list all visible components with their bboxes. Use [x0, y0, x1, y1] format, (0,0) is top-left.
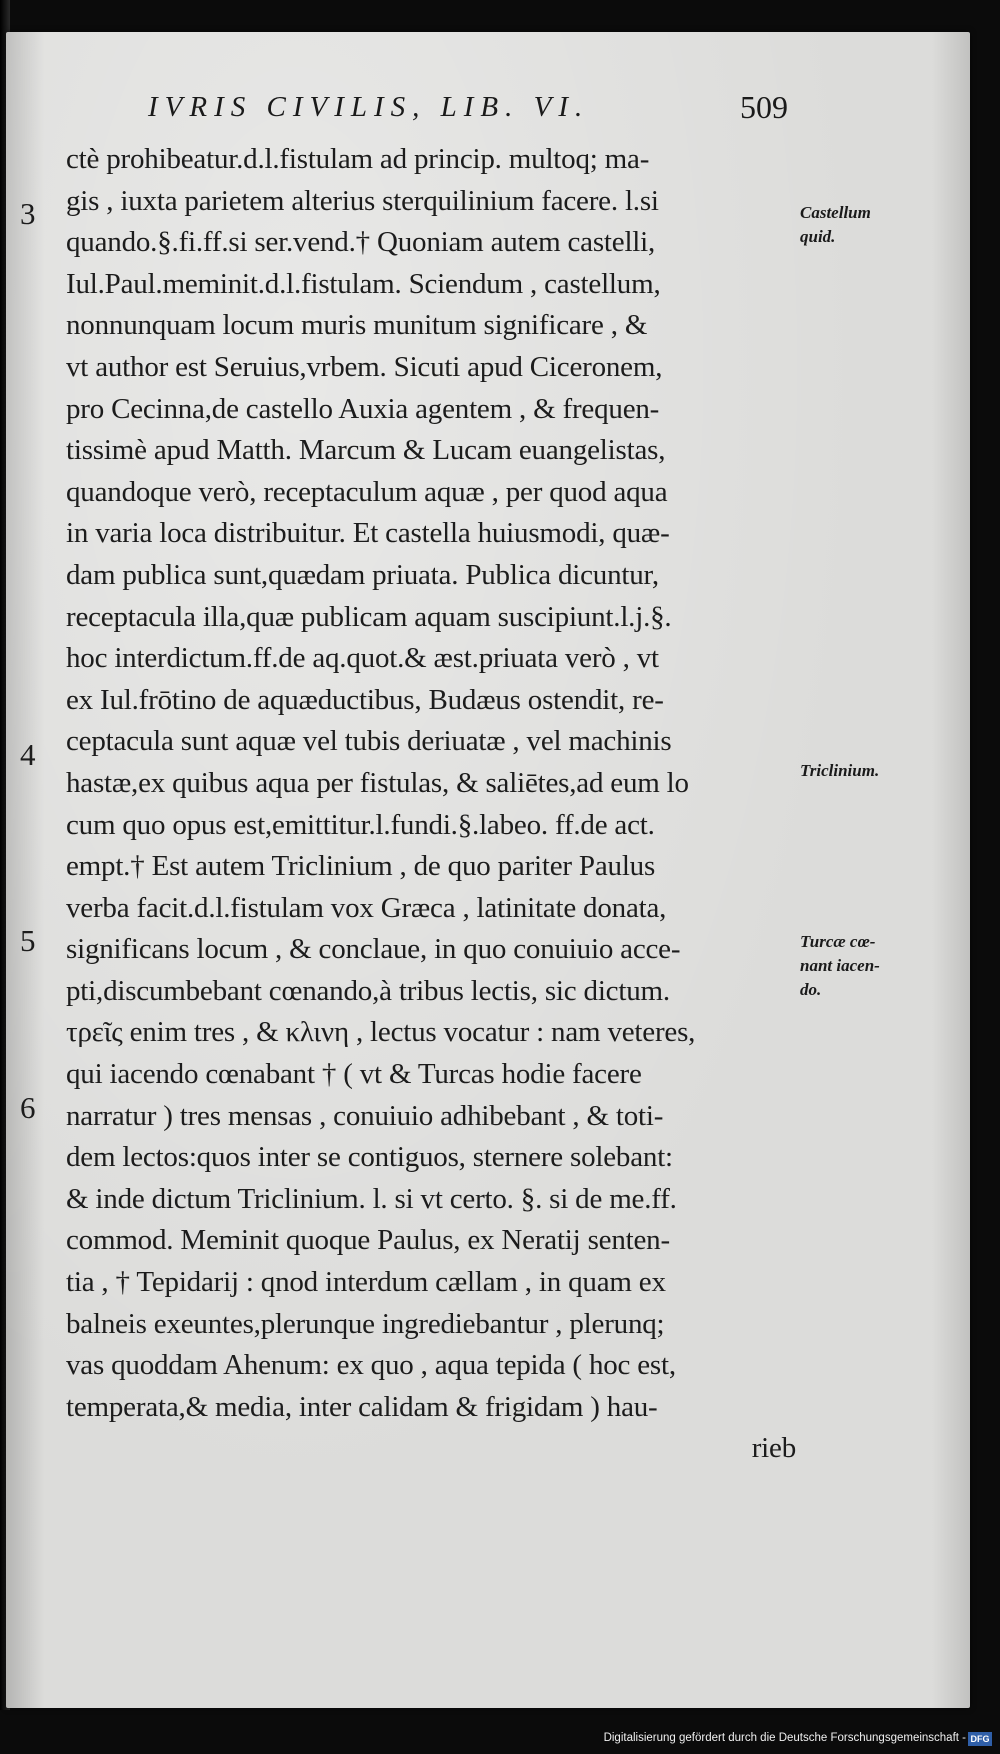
- text-line: qui iacendo cœnabant † ( vt & Turcas hodie facere: [66, 1058, 642, 1091]
- text-line: tia , † Tepidarij : qnod interdum cællam , in quam ex: [66, 1266, 666, 1299]
- margin-note-castellum: [800, 201, 871, 249]
- text-line: dem lectos:quos inter se contiguos, sternere solebant:: [66, 1141, 673, 1174]
- text-line: tissimè apud Matth. Marcum & Lucam euangelistas,: [66, 434, 666, 467]
- margin-note-line: do.: [800, 980, 822, 999]
- dfg-logo-icon: DFG: [968, 1732, 992, 1746]
- body-text: [66, 139, 796, 1470]
- text-line: hoc interdictum.ff.de aq.quot.& æst.priuata verò , vt: [66, 642, 659, 675]
- line-number-marker: 3: [20, 196, 36, 231]
- margin-note-triclinium: [800, 759, 879, 783]
- text-line: empt.† Est autem Triclinium , de quo pariter Paulus: [66, 850, 656, 883]
- text-line: τρεῖς enim tres , & κλινη , lectus vocatur : nam veteres,: [66, 1016, 696, 1049]
- text-line: quandoque verò, receptaculum aquæ , per quod aqua: [66, 475, 668, 508]
- catchword: rieb: [751, 1432, 796, 1465]
- text-line: Iul.Paul.meminit.d.l.fistulam. Sciendum , castellum,: [66, 267, 661, 300]
- text-line: narratur ) tres mensas , conuiuio adhibebant , & toti-: [66, 1099, 664, 1132]
- text-line: & inde dictum Triclinium. l. si vt certo. §. si de me.ff.: [66, 1182, 677, 1215]
- text-line: temperata,& media, inter calidam & frigidam ) hau-: [66, 1390, 658, 1423]
- text-line: significans locum , & conclaue, in quo conuiuio acce-: [66, 933, 681, 966]
- line-number-marker: 4: [20, 737, 36, 772]
- text-line: vt author est Seruius,vrbem. Sicuti apud Ciceronem,: [66, 350, 663, 383]
- running-head: [148, 89, 788, 129]
- text-line: dam publica sunt,quædam priuata. Publica dicuntur,: [66, 558, 659, 591]
- text-line: quando.§.fi.ff.si ser.vend.† Quoniam autem castelli,: [66, 226, 656, 259]
- margin-note-turcae: [800, 930, 880, 1002]
- text-line: in varia loca distribuitur. Et castella huiusmodi, quæ-: [66, 517, 670, 550]
- text-line: ctè prohibeatur.d.l.fistulam ad princip. multoq; ma-: [66, 143, 650, 175]
- text-line: nonnunquam locum muris munitum significare , &: [66, 309, 648, 342]
- text-line: pro Cecinna,de castello Auxia agentem , & frequen-: [66, 392, 660, 425]
- text-line: commod. Meminit quoque Paulus, ex Neratij senten-: [66, 1224, 670, 1257]
- page-number: 509: [740, 89, 788, 125]
- text-line: ceptacula sunt aquæ vel tubis deriuatæ , vel machinis: [66, 725, 672, 758]
- text-line: receptacula illa,quæ publicam aquam suscipiunt.l.j.§.: [66, 600, 672, 633]
- line-number-marker: 5: [20, 923, 36, 958]
- text-line: verba facit.d.l.fistulam vox Græca , latinitate donata,: [66, 891, 667, 924]
- margin-note-line: Castellum: [800, 203, 871, 222]
- text-line: ex Iul.frōtino de aquæductibus, Budæus ostendit, re-: [66, 683, 664, 716]
- footer-bar: [0, 1726, 1000, 1754]
- text-line: balneis exeuntes,plerunque ingrediebantur , plerunq;: [66, 1307, 665, 1340]
- text-line: cum quo opus est,emittitur.l.fundi.§.labeo. ff.de act.: [66, 808, 655, 841]
- margin-note-line: nant iacen-: [800, 956, 880, 975]
- line-number-marker: 6: [20, 1090, 36, 1125]
- text-line: pti,discumbebant cœnando,à tribus lectis, sic dictum.: [66, 974, 670, 1007]
- footer-credit: Digitalisierung gefördert durch die Deutsche Forschungsgemeinschaft -: [603, 1732, 966, 1744]
- text-line: hastæ,ex quibus aqua per fistulas, & saliētes,ad eum lo: [66, 766, 689, 799]
- margin-note-line: Turcæ cœ-: [800, 932, 876, 951]
- margin-note-line: quid.: [800, 227, 836, 246]
- text-line: vas quoddam Ahenum: ex quo , aqua tepida ( hoc est,: [66, 1349, 676, 1382]
- margin-note-line: Triclinium.: [800, 761, 880, 780]
- text-line: gis , iuxta parietem alterius sterquilinium facere. l.si: [66, 184, 659, 217]
- running-head-title: IVRIS CIVILIS, LIB. VI.: [148, 91, 590, 123]
